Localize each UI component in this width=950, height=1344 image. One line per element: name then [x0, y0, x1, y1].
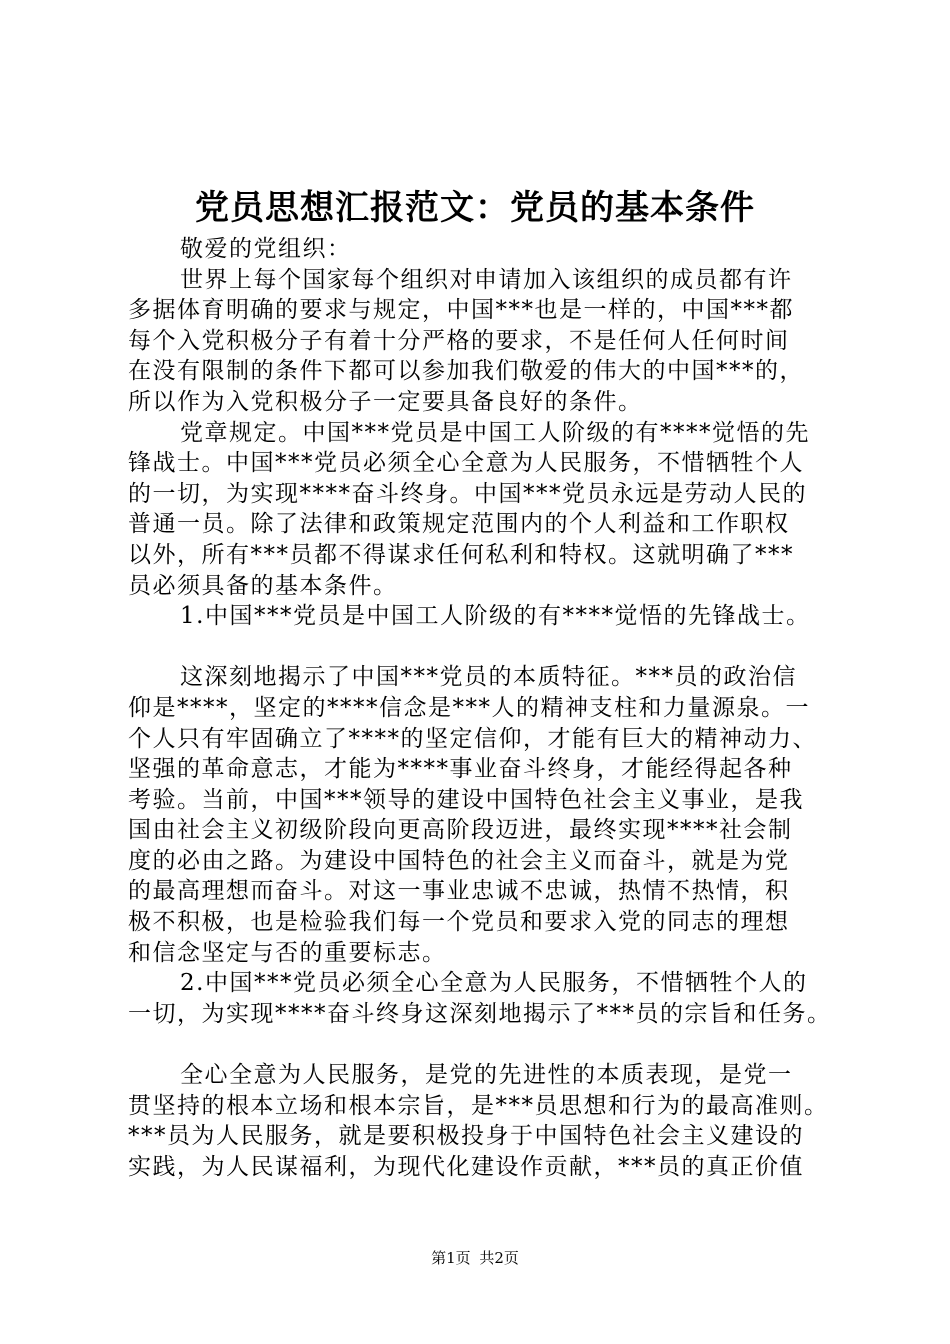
paragraph-line: 国由社会主义初级阶段向更高阶段迈进，最终实现****社会制 [128, 817, 793, 844]
paragraph-line: 员必须具备的基本条件。 [128, 572, 398, 599]
page-number: 第1页 [431, 1249, 471, 1267]
paragraph-line: 仰是****，坚定的****信念是***人的精神支柱和力量源泉。一 [128, 694, 810, 721]
paragraph-line: 以外，所有***员都不得谋求任何私利和特权。这就明确了*** [128, 541, 794, 568]
paragraph-line: 一切，为实现****奋斗终身这深刻地揭示了***员的宗旨和任务。 [128, 1000, 832, 1027]
paragraph-line: 普通一员。除了法律和政策规定范围内的个人利益和工作职权 [128, 511, 790, 538]
paragraph-line: 坚强的革命意志，才能为****事业奋斗终身，才能经得起各种 [128, 756, 793, 783]
document-title: 党员思想汇报范文：党员的基本条件 [195, 188, 755, 228]
paragraph-line: 极不积极，也是检验我们每一个党员和要求入党的同志的理想 [128, 909, 790, 936]
page-total: 共2页 [479, 1249, 519, 1267]
paragraph-line: 和信念坚定与否的重要标志。 [128, 939, 447, 966]
paragraph-line: 度的必由之路。为建设中国特色的社会主义而奋斗，就是为党 [128, 847, 790, 874]
paragraph-line: 的一切，为实现****奋斗终身。中国***党员永远是劳动人民的 [128, 480, 807, 507]
paragraph-line: 所以作为入党积极分子一定要具备良好的条件。 [128, 388, 643, 415]
blank-line [128, 632, 838, 663]
salutation-line: 敬爱的党组织： [180, 236, 352, 262]
paragraph-line: 世界上每个国家每个组织对申请加入该组织的成员都有许 [180, 266, 793, 293]
paragraph-line: 全心全意为人民服务，是党的先进性的本质表现，是党一 [180, 1062, 793, 1089]
document-body [128, 234, 838, 1182]
paragraph-line: 在没有限制的条件下都可以参加我们敬爱的伟大的中国***的， [128, 358, 804, 385]
paragraph-line: ***员为人民服务，就是要积极投身于中国特色社会主义建设的 [128, 1123, 804, 1150]
paragraph-line: 考验。当前，中国***领导的建设中国特色社会主义事业，是我 [128, 786, 804, 813]
paragraph-line: 的最高理想而奋斗。对这一事业忠诚不忠诚，热情不热情，积 [128, 878, 790, 905]
numbered-heading-1: 1.中国***党员是中国工人阶级的有****觉悟的先锋战士。 [180, 603, 811, 630]
paragraph-line: 实践，为人民谋福利，为现代化建设作贡献，***员的真正价值 [128, 1153, 804, 1180]
paragraph-line: 多据体育明确的要求与规定，中国***也是一样的，中国***都 [128, 297, 794, 324]
paragraph-line: 党章规定。中国***党员是中国工人阶级的有****觉悟的先 [180, 419, 810, 446]
numbered-heading-2: 2.中国***党员必须全心全意为人民服务，不惜牺牲个人的 [180, 970, 808, 997]
paragraph-line: 个人只有牢固确立了****的坚定信仰，才能有巨大的精神动力、 [128, 725, 817, 752]
blank-line [128, 1029, 838, 1060]
paragraph-line: 贯坚持的根本立场和根本宗旨，是***员思想和行为的最高准则。 [128, 1092, 829, 1119]
paragraph-line: 这深刻地揭示了中国***党员的本质特征。***员的政治信 [180, 664, 797, 691]
paragraph-line: 锋战士。中国***党员必须全心全意为人民服务，不惜牺牲个人 [128, 450, 804, 477]
page-footer [0, 1248, 950, 1268]
paragraph-line: 每个入党积极分子有着十分严格的要求，不是任何人任何时间 [128, 327, 790, 354]
